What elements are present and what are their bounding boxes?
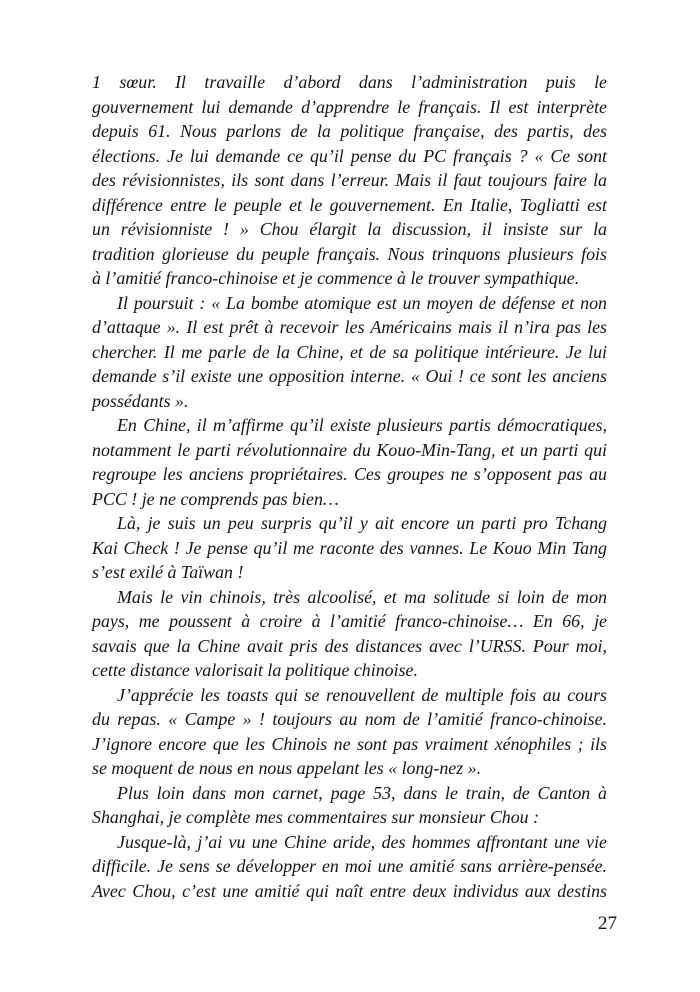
text-line: Shanghai, je complète mes commentaires sur monsieur Chou : (92, 807, 540, 827)
text-line: depuis 61. Nous parlons de la politique française, des partis, des (92, 121, 607, 141)
text-line: à l’amitié franco-chinoise et je commence à le trouver sympathique. (92, 268, 580, 288)
paragraph (92, 291, 607, 414)
text-line: Jusque-là, j’ai vu une Chine aride, des hommes affrontant une vie (117, 831, 607, 852)
text-line: cette distance valorisait la politique chinoise. (92, 660, 418, 680)
paragraph (92, 413, 607, 511)
text-line: élections. Je lui demande ce qu’il pense du PC français ? « Ce sont (92, 145, 607, 166)
text-line: se moquent de nous en nous appelant les « long-nez ». (92, 758, 482, 778)
text-line: J’ignore encore que les Chinois ne sont pas vraiment xénophiles ; ils (92, 733, 607, 754)
paragraph (92, 585, 607, 683)
text-line: Il poursuit : « La bombe atomique est un moyen de défense et non (117, 292, 607, 313)
page-text (92, 70, 607, 903)
text-line: un révisionniste ! » Chou élargit la discussion, il insiste sur la (92, 219, 607, 239)
text-line: d’attaque ». Il est prêt à recevoir les Américains mais il n’ira pas les (92, 317, 607, 337)
text-line: regroupe les anciens propriétaires. Ces groupes ne s’opposent pas au (92, 464, 607, 484)
text-line: Kai Check ! Je pense qu’il me raconte des vannes. Le Kouo Min Tang (92, 537, 607, 558)
text-line: 1 sœur. Il travaille d’abord dans l’administration puis le (92, 72, 607, 92)
text-line: savais que la Chine avait pris des distances avec l’URSS. Pour moi, (92, 635, 607, 656)
paragraph (92, 683, 607, 781)
paragraph (92, 830, 607, 904)
text-line: tradition glorieuse du peuple français. Nous trinquons plusieurs fois (92, 243, 607, 264)
text-line: Mais le vin chinois, très alcoolisé, et ma solitude si loin de mon (117, 586, 607, 607)
text-line: différence entre le peuple et le gouvernement. En Italie, Togliatti est (92, 194, 607, 215)
text-line: gouvernement lui demande d’apprendre le français. Il est interprète (92, 96, 607, 117)
text-line: pays, me poussent à croire à l’amitié franco-chinoise… En 66, je (92, 611, 607, 631)
text-line: PCC ! je ne comprends pas bien… (92, 488, 339, 509)
text-line: Là, je suis un peu surpris qu’il y ait encore un parti pro Tchang (117, 513, 607, 533)
text-line: s’est exilé à Taïwan ! (92, 562, 244, 582)
text-line: Plus loin dans mon carnet, page 53, dans le train, de Canton à (117, 782, 607, 803)
text-line: J’apprécie les toasts qui se renouvellent de multiple fois au cours (117, 684, 607, 705)
text-line: Avec Chou, c’est une amitié qui naît entre deux individus aux destins (92, 880, 607, 901)
paragraph (92, 781, 607, 830)
text-line: En Chine, il m’affirme qu’il existe plusieurs partis démocratiques, (117, 415, 607, 435)
paragraph (92, 511, 607, 585)
text-line: des révisionnistes, ils sont dans l’erreur. Mais il faut toujours faire la (92, 170, 607, 190)
text-line: notamment le parti révolutionnaire du Kouo-Min-Tang, et un parti qui (92, 439, 607, 460)
text-line: du repas. « Campe » ! toujours au nom de l’amitié franco-chinoise. (92, 709, 607, 729)
paragraph (92, 70, 607, 291)
text-line: difficile. Je sens se développer en moi une amitié sans arrière-pensée. (92, 856, 607, 876)
text-line: demande s’il existe une opposition interne. « Oui ! ce sont les anciens (92, 366, 607, 386)
text-line: chercher. Il me parle de la Chine, et de sa politique intérieure. Je lui (92, 341, 607, 362)
page-number: 27 (598, 913, 617, 934)
text-line: possédants ». (92, 390, 189, 411)
